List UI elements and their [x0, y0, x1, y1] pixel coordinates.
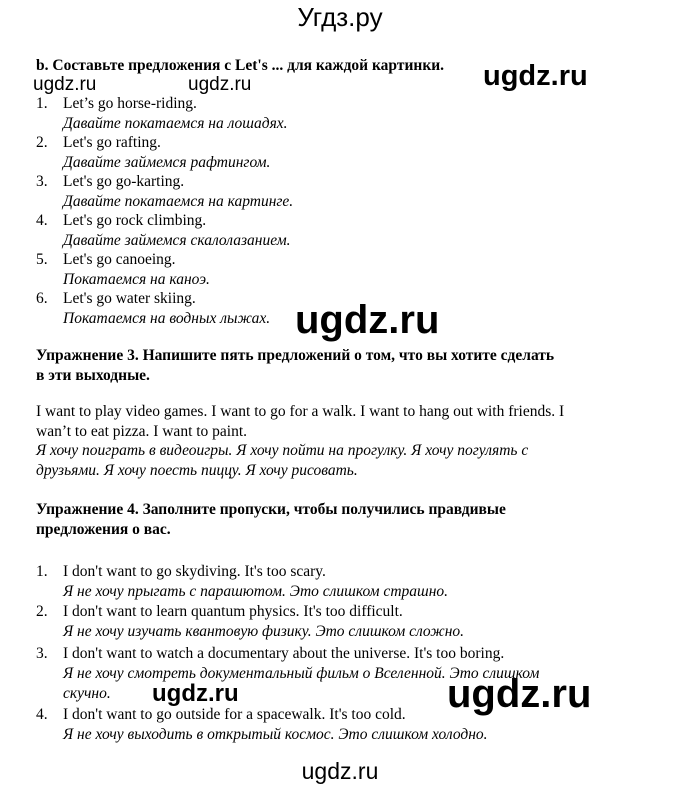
- exercise4-list: 1. I don't want to go skydiving. It's too scary. Я не хочу прыгать с парашютом. Это слишком страшно. 2. I don't want to learn quantum physics. It's too difficult. Я не хочу изучать квантовую физику. Это слишком сложно. 3. I don't want to watch a documentary about the universe. It's too boring. Я не хочу смотреть документальный фильм о Вселенной. Это слишком скучно. 4. I don't want to go outside for a spacewalk. It's too cold. Я не хочу выходить в открытый космос. Это слишком холодно.: [36, 563, 540, 743]
- exercise3-heading-line1: Упражнение 3. Напишите пять предложений о том, что вы хотите сделать: [36, 347, 555, 364]
- watermark-small-1: ugdz.ru: [33, 74, 97, 95]
- watermark-footer: ugdz.ru: [301, 758, 379, 784]
- exercise3-en-line2: wan’t to eat pizza. I want to paint.: [36, 423, 248, 440]
- exercise3-ru-line2: друзьями. Я хочу поесть пиццу. Я хочу рисовать.: [36, 462, 358, 479]
- watermark-medium-1: ugdz.ru: [483, 60, 588, 92]
- exercise4-heading-line1: Упражнение 4. Заполните пропуски, чтобы получились правдивые: [36, 501, 506, 518]
- site-title: Угдз.ру: [297, 2, 383, 32]
- exercise3-en-line1: I want to play video games. I want to go for a walk. I want to hang out with friends. I: [36, 403, 565, 420]
- watermark-big-2: ugdz.ru: [447, 672, 592, 716]
- exercise3-heading-line2: в эти выходные.: [36, 367, 150, 384]
- section-b-heading: b. Составьте предложения с Let's ... для каждой картинки.: [36, 57, 445, 74]
- exercise3-ru-line1: Я хочу поиграть в видеоигры. Я хочу пойти на прогулку. Я хочу погулять с: [36, 442, 529, 459]
- watermark-medium-2: ugdz.ru: [152, 680, 239, 707]
- section-b-list: 1. Let’s go horse-riding. Давайте покатаемся на лошадях. 2. Let's go rafting. Давайте займемся рафтингом. 3. Let's go go-karting. Давайте покатаемся на картинге. 4. Let's go rock climbing. Давайте займемся скалолазанием. 5. Let's go canoeing. Покатаемся на каноэ. 6. Let's go water skiing. Покатаемся на водных лыжах.: [36, 95, 294, 327]
- exercise4-heading-line2: предложения о вас.: [36, 521, 171, 538]
- watermark-big-1: ugdz.ru: [295, 298, 440, 342]
- watermark-small-2: ugdz.ru: [188, 74, 252, 95]
